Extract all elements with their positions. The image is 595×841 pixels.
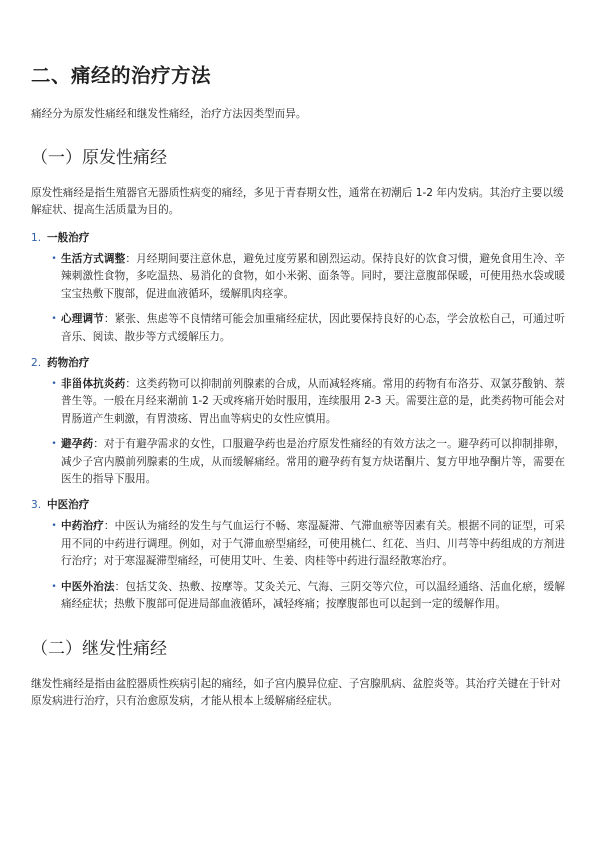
item-text: ：这类药物可以抑制前列腺素的合成，从而减轻疼痛。常用的药物有布洛芬、双氯芬酸钠、萘普生等。一般在月经来潮前 1-2 天或疼痛开始时服用，连续服用 2-3 天。需要注意的是，此类药物可能会对胃肠道产生刺激，有胃溃疡、胃出血等病史的女性应慎用。 <box>61 378 565 425</box>
method-title: 药物治疗 <box>47 357 90 370</box>
list-item <box>47 436 565 488</box>
item-text: ：对于有避孕需求的女性，口服避孕药也是治疗原发性痛经的有效方法之一。避孕药可以抑制排卵，减少子宫内膜前列腺素的生成，从而缓解痛经。常用的避孕药有复方炔诺酮片、复方甲地孕酮片等，需要在医生的指导下服用。 <box>61 438 566 486</box>
method-number: 1. <box>31 232 42 244</box>
method-number: 2. <box>31 357 42 370</box>
secondary-description: 继发性痛经是指由盆腔器质性疾病引起的痛经，如子宫内膜异位症、子宫腺肌病、盆腔炎等。其治疗关键在于针对原发病进行治疗，只有治愈原发病，才能从根本上缓解痛经症状。 <box>31 677 561 707</box>
method-title: 中医治疗 <box>47 499 90 512</box>
item-term: 心理调节 <box>61 313 104 326</box>
method-general <box>31 229 565 346</box>
method-medication <box>31 354 565 488</box>
list-item <box>47 251 565 303</box>
primary-description: 原发性痛经是指生殖器官无器质性病变的痛经，多见于青春期女性，通常在初潮后 1-2 年内发病。其治疗主要以缓解症状、提高生活质量为目的。 <box>31 187 564 216</box>
item-text: ：包括艾灸、热敷、按摩等。艾灸关元、气海、三阴交等穴位，可以温经通络、活血化瘀，缓解痛经症状；热敷下腹部可促进局部血液循环，减轻疼痛；按摩腹部也可以起到一定的缓解作用。 <box>61 580 566 611</box>
list-item <box>47 579 565 614</box>
item-term: 中药治疗 <box>61 520 104 533</box>
bullet-icon: • <box>51 254 57 264</box>
method-tcm <box>31 496 565 613</box>
list-item <box>47 311 565 346</box>
page-title: 二、痛经的治疗方法 <box>31 64 212 87</box>
item-text: ：紧张、焦虑等不良情绪可能会加重痛经症状，因此要保持良好的心态，学会放松自己，可通过听音乐、阅读、散步等方式缓解压力。 <box>61 313 565 343</box>
bullet-icon: • <box>51 439 57 450</box>
bullet-icon: • <box>51 581 57 592</box>
method-title: 一般治疗 <box>47 232 90 244</box>
item-text: ：中医认为痛经的发生与气血运行不畅、寒湿凝滞、气滞血瘀等因素有关。根据不同的证型，可采用不同的中药进行调理。例如，对于气滞血瘀型痛经，可使用桃仁、红花、当归、川芎等中药组成的方剂进行治疗；对于寒湿凝滞型痛经，可使用艾叶、生姜、肉桂等中药进行温经散寒治疗。 <box>61 520 565 568</box>
item-term: 生活方式调整 <box>61 253 126 265</box>
list-item <box>47 376 565 428</box>
item-term: 非甾体抗炎药 <box>61 378 126 391</box>
bullet-icon: • <box>51 521 57 532</box>
section-heading-secondary: （二）继发性痛经 <box>31 638 167 659</box>
bullet-icon: • <box>51 314 57 325</box>
intro-paragraph: 痛经分为原发性痛经和继发性痛经，治疗方法因类型而异。 <box>31 108 307 120</box>
list-item <box>47 518 565 570</box>
item-text: ：月经期间要注意休息，避免过度劳累和剧烈运动。保持良好的饮食习惯，避免食用生冷、辛辣刺激性食物，多吃温热、易消化的食物，如小米粥、面条等。同时，要注意腹部保暖，可使用热水袋或暖宝宝热敷下腹部，促进血液循环，缓解肌肉痉挛。 <box>61 253 565 300</box>
primary-methods-list <box>31 229 565 614</box>
bullet-icon: • <box>51 379 57 390</box>
method-number: 3. <box>31 499 42 512</box>
item-term: 避孕药 <box>61 438 94 451</box>
section-heading-primary: （一）原发性痛经 <box>31 148 167 168</box>
item-term: 中医外治法 <box>61 580 115 593</box>
